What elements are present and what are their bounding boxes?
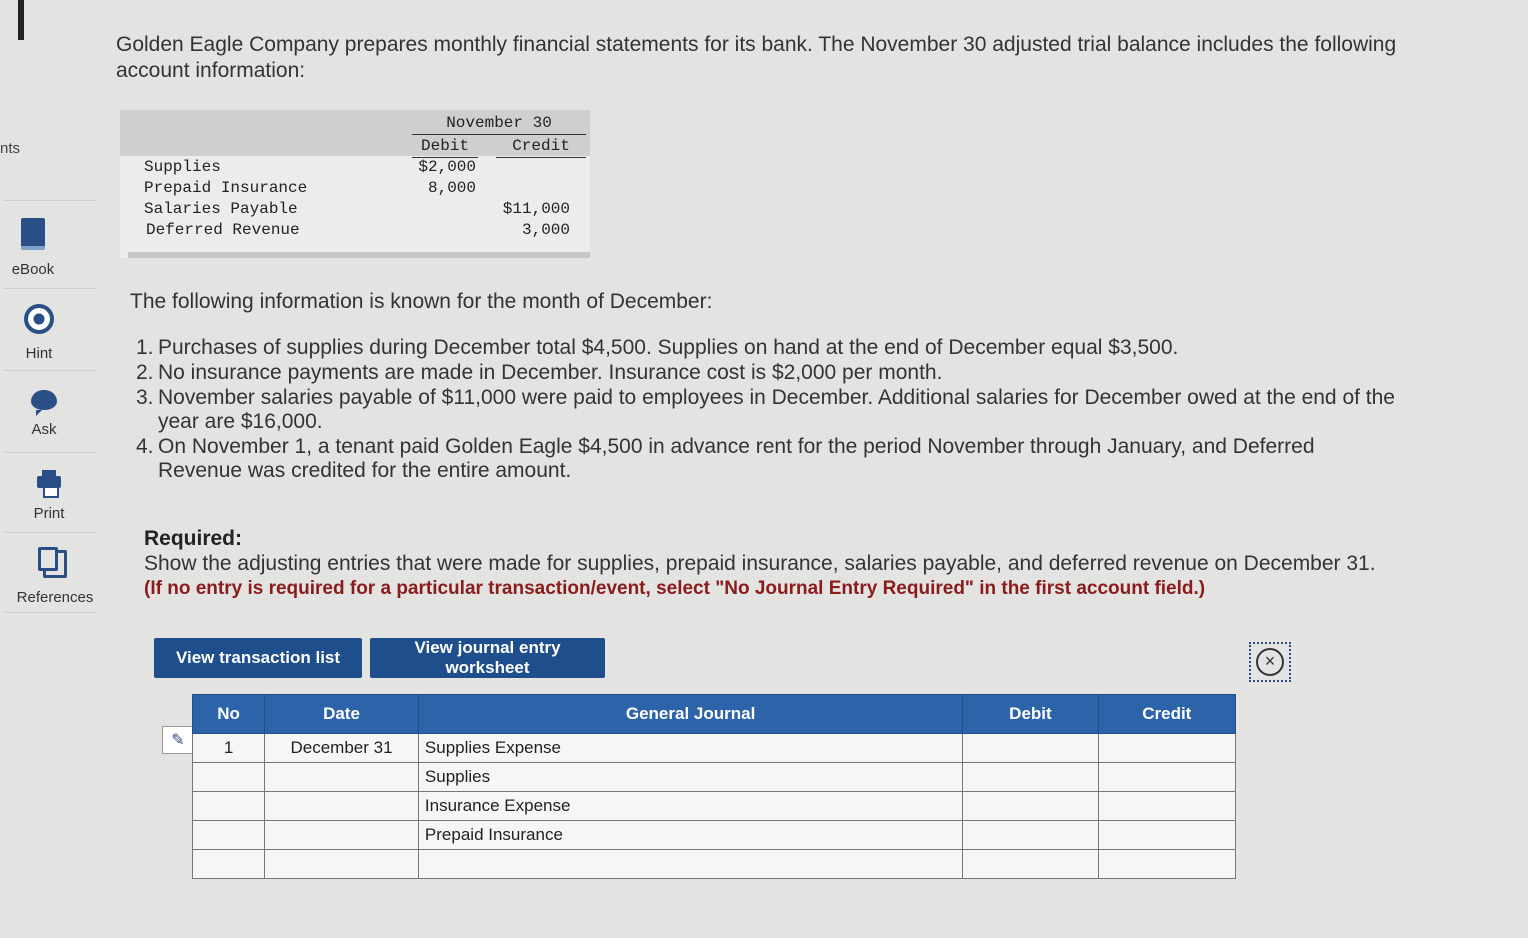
- entry-date[interactable]: [265, 763, 419, 792]
- list-item: 3. November salaries payable of $11,000 were paid to employees in December. Additional salaries for December owed at the end of the year are $16,000.: [136, 386, 1395, 433]
- table-row: [193, 821, 1236, 850]
- chat-bubble-icon: [31, 390, 57, 410]
- account-cell[interactable]: Supplies Expense: [418, 734, 962, 763]
- documents-icon: [43, 550, 67, 578]
- entry-date[interactable]: [265, 821, 419, 850]
- sidebar-item-label: Print: [33, 505, 65, 522]
- column-header-credit: Credit: [1098, 695, 1235, 734]
- debit-cell[interactable]: [963, 850, 1098, 879]
- trial-balance-credit: 3,000: [521, 221, 570, 239]
- required-text: Show the adjusting entries that were made for supplies, prepaid insurance, salaries payable, and deferred revenue on December 31.: [144, 552, 1376, 575]
- table-row: [193, 792, 1236, 821]
- trial-balance-debit: $2,000: [418, 158, 476, 176]
- sidebar-item-label: eBook: [11, 261, 55, 278]
- sidebar-divider: [4, 532, 96, 533]
- view-journal-entry-worksheet-button[interactable]: View journal entry worksheet: [370, 638, 605, 678]
- table-row: [193, 734, 1236, 763]
- trial-balance-debit: 8,000: [427, 179, 476, 197]
- debit-cell[interactable]: [963, 821, 1098, 850]
- credit-cell[interactable]: [1098, 763, 1235, 792]
- sidebar-item-label: Ask: [31, 421, 57, 438]
- entry-number: [193, 763, 265, 792]
- december-intro: The following information is known for the month of December:: [130, 290, 713, 313]
- column-header-date: Date: [265, 695, 419, 734]
- debit-cell[interactable]: [963, 792, 1098, 821]
- book-icon: [21, 218, 45, 250]
- sidebar-cut-label: nts: [0, 140, 21, 157]
- credit-cell[interactable]: [1098, 734, 1235, 763]
- sidebar-item-label: Hint: [25, 345, 53, 362]
- debit-cell[interactable]: [963, 763, 1098, 792]
- trial-balance-debit-header: Debit: [412, 135, 478, 158]
- sidebar-divider: [4, 452, 96, 453]
- table-row: [193, 763, 1236, 792]
- december-list: [136, 336, 1396, 484]
- list-item: 2. No insurance payments are made in December. Insurance cost is $2,000 per month.: [136, 361, 943, 384]
- trial-balance-credit-header: Credit: [496, 135, 586, 158]
- trial-balance-credit: $11,000: [502, 200, 570, 218]
- printer-icon: [37, 476, 61, 488]
- credit-cell[interactable]: [1098, 850, 1235, 879]
- entry-date[interactable]: [265, 850, 419, 879]
- entry-number: [193, 821, 265, 850]
- entry-date[interactable]: December 31: [265, 734, 419, 763]
- trial-balance-account: Supplies: [144, 158, 221, 176]
- edit-pencil-icon[interactable]: ✎: [162, 726, 194, 754]
- sidebar-divider: [4, 612, 96, 613]
- account-cell[interactable]: Prepaid Insurance: [418, 821, 962, 850]
- required-section: [144, 526, 1394, 601]
- lifebuoy-icon: [24, 304, 54, 334]
- sidebar-divider: [4, 370, 96, 371]
- sidebar-item-references[interactable]: [6, 550, 104, 606]
- account-cell[interactable]: [418, 850, 962, 879]
- credit-cell[interactable]: [1098, 821, 1235, 850]
- journal-table: [192, 694, 1236, 879]
- view-transaction-list-button[interactable]: View transaction list: [154, 638, 362, 678]
- column-header-no: No: [193, 695, 265, 734]
- account-cell[interactable]: Insurance Expense: [418, 792, 962, 821]
- sidebar-item-hint[interactable]: [0, 304, 88, 362]
- list-item: 1. Purchases of supplies during December total $4,500. Supplies on hand at the end of December equal $3,500.: [136, 336, 1179, 359]
- column-header-general-journal: General Journal: [418, 695, 962, 734]
- entry-number: [193, 792, 265, 821]
- trial-balance-account: Salaries Payable: [144, 200, 298, 218]
- table-row: [193, 850, 1236, 879]
- required-note: (If no entry is required for a particular transaction/event, select "No Journal Entry Required" in the first account field.): [144, 578, 1206, 599]
- sidebar: [0, 0, 100, 938]
- debit-cell[interactable]: [963, 734, 1098, 763]
- trial-balance-period: November 30: [412, 112, 586, 135]
- sidebar-divider: [4, 200, 96, 201]
- problem-intro: Golden Eagle Company prepares monthly financial statements for its bank. The November 30 adjusted trial balance includes the following account information:: [116, 33, 1397, 82]
- close-icon: ×: [1256, 648, 1284, 676]
- column-header-debit: Debit: [963, 695, 1098, 734]
- trial-balance-account: Prepaid Insurance: [144, 179, 308, 197]
- entry-number: 1: [193, 734, 265, 763]
- sidebar-item-ebook[interactable]: [0, 218, 82, 278]
- sidebar-item-print[interactable]: [0, 470, 98, 522]
- sidebar-divider: [4, 288, 96, 289]
- required-title: Required:: [144, 527, 243, 550]
- trial-balance-account: Deferred Revenue: [146, 221, 300, 239]
- entry-number: [193, 850, 265, 879]
- account-cell[interactable]: Supplies: [418, 763, 962, 792]
- trial-balance-bottom-rule: [128, 252, 590, 258]
- close-button[interactable]: [1249, 642, 1291, 682]
- sidebar-item-label: References: [16, 589, 94, 606]
- entry-date[interactable]: [265, 792, 419, 821]
- list-item: 4. On November 1, a tenant paid Golden Eagle $4,500 in advance rent for the period November through January, and Deferred Revenue was credited for the entire amount.: [136, 435, 1315, 482]
- credit-cell[interactable]: [1098, 792, 1235, 821]
- sidebar-item-ask[interactable]: [0, 390, 93, 438]
